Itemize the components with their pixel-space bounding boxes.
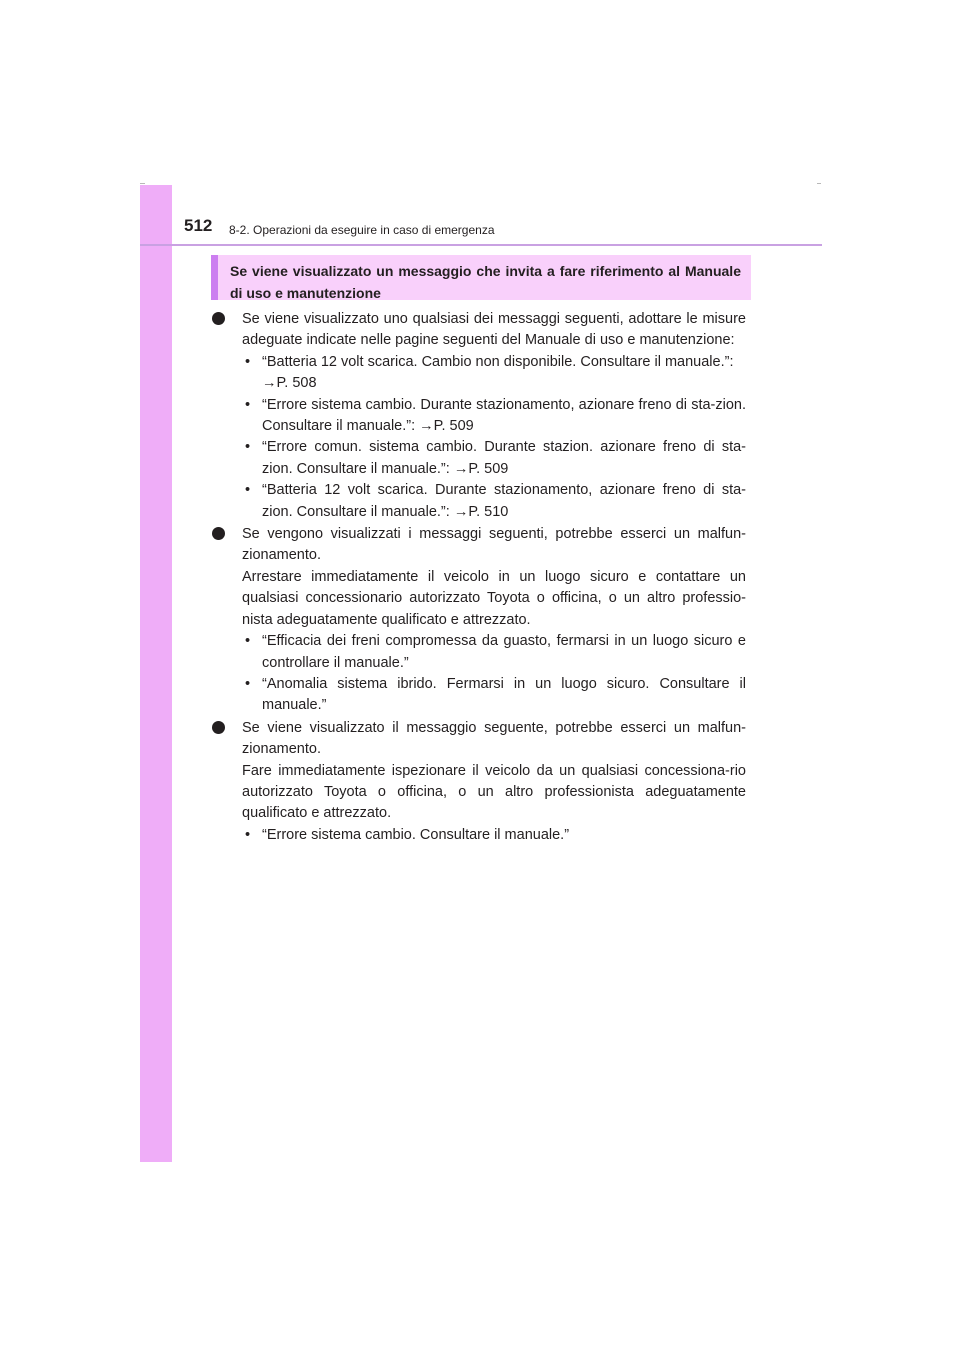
subsection-heading: Se viene visualizzato un messaggio che invita a fare riferimento al Manuale di uso e manutenzione [211, 255, 751, 300]
sub-item [242, 631, 746, 674]
sub-item-text: “Batteria 12 volt scarica. Durante stazionamento, azionare freno di sta-zion. Consultare il manuale.”: →P. 510 [262, 482, 746, 520]
sub-item [242, 437, 746, 480]
sub-bullet-icon: • [245, 675, 251, 692]
sub-item [242, 395, 746, 438]
sub-item [242, 480, 746, 523]
sub-item-text: “Errore sistema cambio. Consultare il manuale.” [262, 826, 570, 843]
sub-bullet-icon: • [245, 633, 251, 650]
list-item [212, 524, 746, 717]
sub-bullet-icon: • [245, 482, 251, 499]
list-item [212, 309, 746, 523]
sub-item [242, 674, 746, 717]
sub-item [242, 825, 746, 846]
sub-bullet-icon: • [245, 353, 251, 370]
sub-item-text: “Batteria 12 volt scarica. Cambio non disponibile. Consultare il manuale.”: →P. 508 [262, 353, 734, 392]
sub-list [242, 631, 746, 717]
section-title: 8-2. Operazioni da eseguire in caso di emergenza [229, 223, 495, 237]
chapter-sidebar-tab [140, 185, 172, 1162]
item-text: Se viene visualizzato uno qualsiasi dei messaggi seguenti, adottare le misure adeguate indicate nelle pagine seguenti del Manuale di uso e manutenzione: [242, 311, 746, 349]
sub-item-text: “Errore comun. sistema cambio. Durante stazion. azionare freno di sta-zion. Consultare il manuale.”: →P. 509 [262, 439, 746, 477]
item-text: Se viene visualizzato il messaggio seguente, potrebbe esserci un malfun-zionamento. Fare immediatamente ispezionare il veicolo da un qualsiasi concessiona-rio autorizzato Toyota o officina, o un altro professionista adeguatamente qualificato e attrezzato. [242, 719, 746, 822]
bullet-icon [212, 527, 225, 540]
crop-mark-left [140, 183, 145, 184]
bullet-icon [212, 312, 225, 325]
sub-bullet-icon: • [245, 396, 251, 413]
crop-mark-right [817, 183, 821, 184]
sub-list [242, 352, 746, 523]
sub-list [242, 825, 746, 846]
page-number: 512 [184, 216, 213, 235]
sub-item-text: “Efficacia dei freni compromessa da guasto, fermarsi in un luogo sicuro e controllare il manuale.” [262, 633, 746, 671]
header-rule [140, 244, 822, 246]
sub-item-text: “Anomalia sistema ibrido. Fermarsi in un luogo sicuro. Consultare il manuale.” [262, 675, 746, 714]
sub-item-text: “Errore sistema cambio. Durante stazionamento, azionare freno di sta-zion. Consultare il manuale.”: →P. 509 [262, 396, 746, 435]
content-body [212, 309, 746, 847]
list-item [212, 718, 746, 846]
sub-bullet-icon: • [245, 439, 251, 456]
bullet-icon [212, 721, 225, 734]
sub-bullet-icon: • [245, 826, 251, 843]
sub-item [242, 352, 746, 395]
item-text: Se vengono visualizzati i messaggi seguenti, potrebbe esserci un malfun-zionamento. Arrestare immediatamente il veicolo in un luogo sicuro e contattare un qualsiasi concessionario autorizzato Toyota o officina, o un altro professio-nista adeguatamente qualificato e attrezzato. [242, 526, 746, 628]
